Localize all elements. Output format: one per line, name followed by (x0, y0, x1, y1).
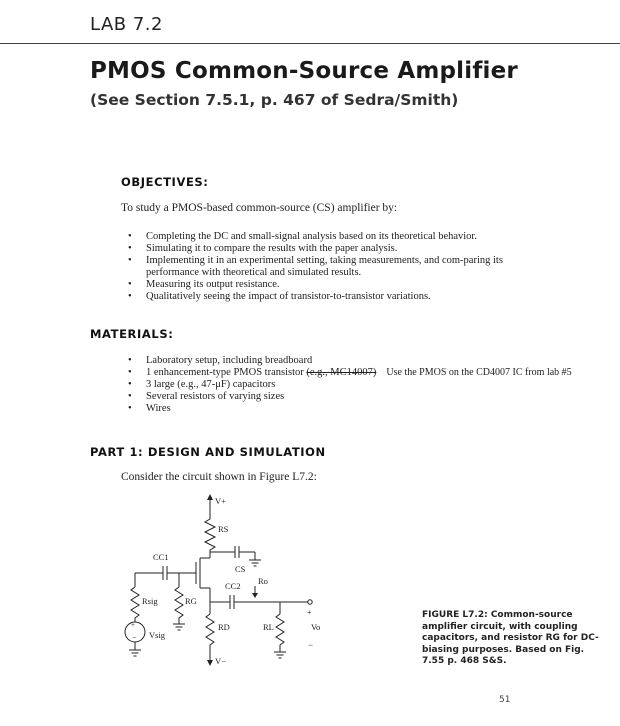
list-item: • Implementing it in an experimental setting, taking measurements, and com-paring its performance with theoretical and simulated results. (124, 255, 524, 279)
list-item (124, 367, 604, 379)
resistor-rs (205, 514, 215, 556)
handwritten-annotation: Use the PMOS on the CD4007 IC from lab #5 (386, 367, 572, 378)
resistor-rg (175, 587, 183, 624)
page-number: 51 (499, 695, 511, 705)
materials-heading: MATERIALS: (90, 327, 174, 341)
circuit-diagram (105, 492, 320, 672)
struck-part-number: (e.g., MC14007) (306, 367, 377, 378)
list-item: • Completing the DC and small-signal analysis based on its theoretical behavior. (124, 231, 524, 243)
list-item: • Measuring its output resistance. (124, 279, 524, 291)
label-vsig: Vsig (149, 630, 166, 640)
objectives-heading: OBJECTIVES: (121, 175, 209, 189)
ground-vsig (129, 650, 141, 656)
label-cc1: CC1 (153, 552, 169, 562)
label-ro: Ro (258, 576, 268, 586)
list-item: • Simulating it to compare the results with the paper analysis. (124, 243, 524, 255)
label-source-plus: + (131, 621, 135, 629)
page-title: PMOS Common-Source Amplifier (90, 58, 518, 84)
label-vo-minus: − (308, 640, 314, 650)
resistor-rl (276, 614, 284, 652)
page-subtitle: (See Section 7.5.1, p. 467 of Sedra/Smith) (90, 91, 459, 109)
list-item: • Qualitatively seeing the impact of transistor-to-transistor variations. (124, 291, 524, 303)
ground-rg (173, 624, 185, 630)
objectives-intro: To study a PMOS-based common-source (CS) amplifier by: (121, 202, 398, 214)
label-rsig: Rsig (142, 596, 158, 606)
output-terminal (308, 600, 312, 604)
capacitor-cc1 (163, 566, 167, 580)
label-vo-plus: + (307, 608, 312, 617)
pmos-transistor (196, 558, 210, 614)
supply-arrow-top (207, 494, 213, 514)
capacitor-cc2 (230, 595, 234, 609)
label-cc2: CC2 (225, 581, 241, 591)
capacitor-cs (235, 546, 239, 558)
part1-heading: PART 1: DESIGN AND SIMULATION (90, 445, 326, 459)
list-item: • Wires (124, 403, 604, 415)
objectives-list (124, 231, 524, 303)
label-vminus: V− (215, 656, 226, 666)
ground-rl (274, 652, 286, 658)
label-rl: RL (263, 622, 274, 632)
lab-label: LAB 7.2 (90, 14, 163, 35)
ro-arrow (252, 586, 258, 598)
label-vplus: V+ (215, 496, 226, 506)
ground-cs (249, 560, 261, 566)
label-source-minus: − (132, 633, 137, 642)
resistor-rsig (131, 587, 139, 622)
transistor-text: 1 enhancement-type PMOS transistor (146, 367, 304, 378)
label-rd: RD (218, 622, 230, 632)
part1-intro: Consider the circuit shown in Figure L7.2: (121, 471, 317, 483)
label-cs: CS (235, 564, 246, 574)
supply-arrow-bottom (207, 652, 213, 666)
figure-caption: FIGURE L7.2: Common-source amplifier circuit, with coupling capacitors, and resistor RG for DC-biasing purposes. Based on Fig. 7.55 p. 468 S&S. (422, 610, 599, 666)
label-rg: RG (185, 596, 197, 606)
label-rs: RS (218, 524, 229, 534)
materials-list (124, 355, 604, 415)
list-item: • 3 large (e.g., 47-μF) capacitors (124, 379, 604, 391)
header-rule (0, 43, 620, 44)
label-vo: Vo (311, 622, 320, 632)
list-item: • Several resistors of varying sizes (124, 391, 604, 403)
list-item: • Laboratory setup, including breadboard (124, 355, 604, 367)
resistor-rd (206, 614, 214, 652)
